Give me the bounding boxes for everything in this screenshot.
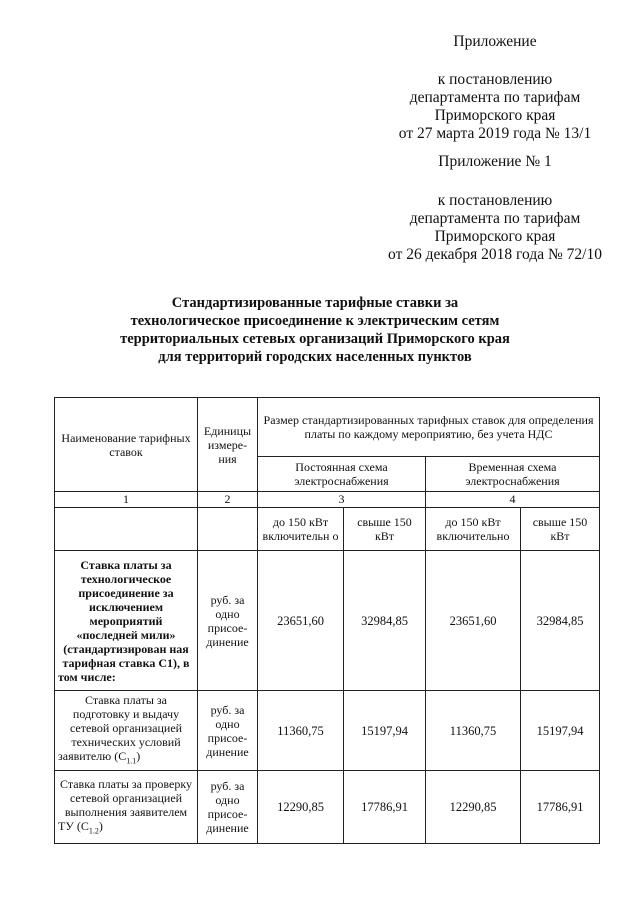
row-name-cell: [55, 691, 198, 771]
title-line-1: Стандартизированные тарифные ставки за: [171, 295, 459, 311]
row-value: 23651,60: [426, 551, 521, 691]
resolution-reference-2: [380, 192, 610, 264]
row-unit: руб. за одно присое-динение: [198, 771, 258, 844]
table-row: [55, 551, 600, 691]
tariff-table: [54, 397, 600, 844]
region-2: Приморского края: [434, 228, 556, 245]
col-number: 3: [258, 492, 426, 508]
col-number: 2: [198, 492, 258, 508]
header-units: Единицы измере-ния: [198, 398, 258, 492]
header-temporary: Временная схема электроснабжения: [426, 457, 600, 492]
row-value: 11360,75: [426, 691, 521, 771]
appendix-number-heading: [380, 153, 610, 171]
resolution-reference: [380, 71, 610, 143]
row-value: 23651,60: [258, 551, 344, 691]
power-range-row: [55, 508, 600, 551]
row-value: 32984,85: [344, 551, 426, 691]
row-value: 15197,94: [521, 691, 600, 771]
row-name-subscript: 1.2: [88, 826, 99, 836]
resolution-date: от 27 марта 2019 года № 13/1: [398, 125, 592, 142]
title-line-2: технологическое присоединение к электрическим сетям: [130, 313, 500, 329]
row-unit: руб. за одно присое-динение: [198, 691, 258, 771]
appendix-number: Приложение № 1: [438, 153, 552, 170]
power-up-to-150: до 150 кВт включительн о: [258, 508, 344, 551]
row-value: 17786,91: [521, 771, 600, 844]
to-resolution: к постановлению: [437, 71, 553, 88]
row-name-end: ): [98, 818, 103, 833]
col-number: 1: [55, 492, 198, 508]
title-line-4: для территорий городских населенных пунктов: [158, 349, 472, 365]
region: Приморского края: [434, 107, 556, 124]
row-value: 12290,85: [258, 771, 344, 844]
header-size: Размер стандартизированных тарифных ставок для определения платы по каждому мероприятию, без учета НДС: [258, 398, 600, 457]
department: департамента по тарифам: [409, 89, 581, 106]
row-value: 17786,91: [344, 771, 426, 844]
empty-cell: [55, 508, 198, 551]
table-row: [55, 691, 600, 771]
power-up-to-150-temp: до 150 кВт включительно: [426, 508, 521, 551]
row-unit: руб. за одно присое-динение: [198, 551, 258, 691]
title-line-3: территориальных сетевых организаций Приморского края: [120, 331, 510, 347]
power-over-150-temp: свыше 150 кВт: [521, 508, 600, 551]
row-name: Ставка платы за проверку сетевой организацией выполнения заявителем ТУ (С: [58, 776, 192, 833]
department-2: департамента по тарифам: [409, 210, 581, 227]
row-value: 15197,94: [344, 691, 426, 771]
appendix-heading: [380, 33, 610, 51]
row-value: 32984,85: [521, 551, 600, 691]
table-header-row: [55, 398, 600, 457]
row-name: Ставка платы за подготовку и выдачу сетевой организацией технических условий заявителю (С: [58, 693, 183, 763]
row-name-subscript: 1.1: [126, 756, 137, 766]
header-name: Наименование тарифных ставок: [55, 398, 198, 492]
header-permanent: Постоянная схема электроснабжения: [258, 457, 426, 492]
row-name-end: ): [136, 749, 141, 763]
col-number: 4: [426, 492, 600, 508]
appendix-label: Приложение: [453, 33, 537, 50]
empty-cell: [198, 508, 258, 551]
column-number-row: [55, 492, 600, 508]
document-title: [70, 294, 560, 366]
row-name: Ставка платы за технологическое присоединение за исключением мероприятий «последней мили» (стандартизирован ная тарифная ставка С1), в том числе:: [55, 551, 198, 691]
table-row: [55, 771, 600, 844]
resolution-date-2: от 26 декабря 2018 года № 72/10: [388, 246, 602, 263]
row-value: 11360,75: [258, 691, 344, 771]
row-name-cell: [55, 771, 198, 844]
row-value: 12290,85: [426, 771, 521, 844]
to-resolution-2: к постановлению: [437, 192, 553, 209]
power-over-150: свыше 150 кВт: [344, 508, 426, 551]
